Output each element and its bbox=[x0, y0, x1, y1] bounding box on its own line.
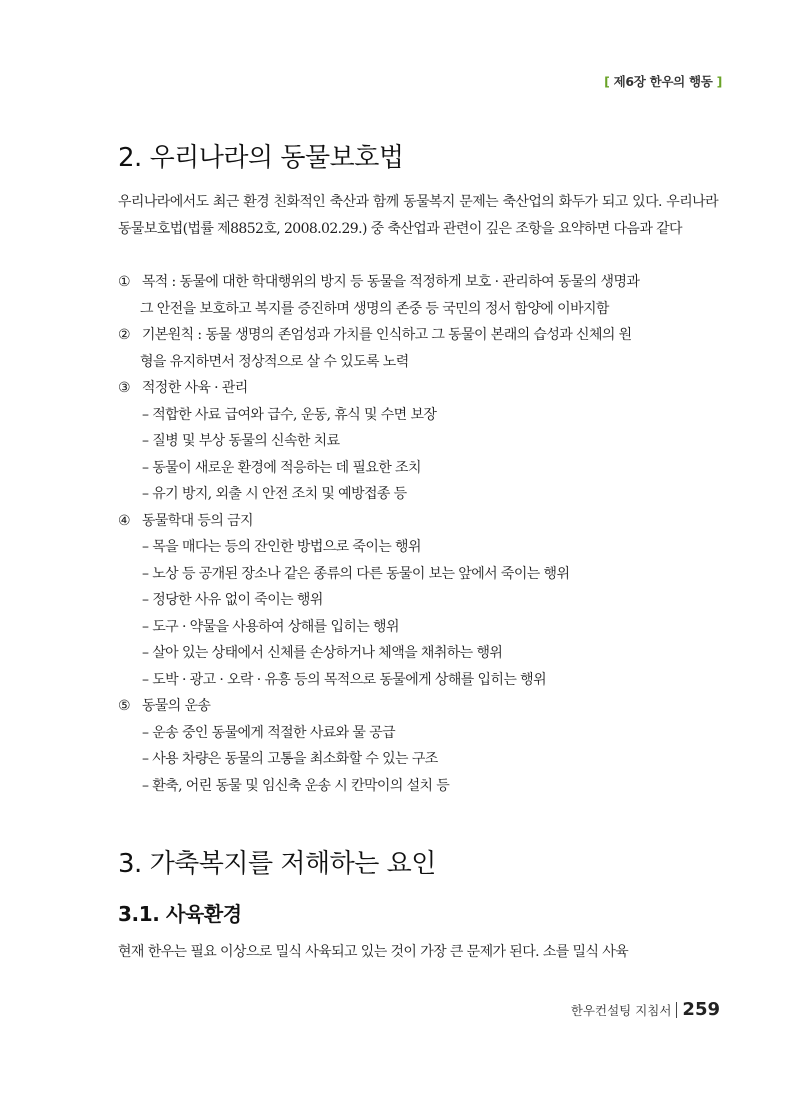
item-number: ① bbox=[118, 274, 130, 290]
sub-item: – 질병 및 부상 동물의 신속한 치료 bbox=[142, 433, 340, 449]
sub-item: – 유기 방지, 외출 시 안전 조치 및 예방접종 등 bbox=[142, 486, 407, 502]
item-title: 동물학대 등의 금지 bbox=[141, 512, 253, 529]
section-2-title: 2. 우리나라의 동물보호법 bbox=[118, 143, 404, 173]
law-summary-list bbox=[118, 269, 728, 799]
item-title: 적정한 사육 · 관리 bbox=[141, 380, 248, 396]
item-number: ③ bbox=[118, 380, 130, 396]
list-item bbox=[118, 508, 728, 535]
list-item bbox=[118, 693, 728, 720]
chapter-header bbox=[604, 72, 722, 90]
page-number: 259 bbox=[682, 999, 720, 1020]
sub-item: – 환축, 어린 동물 및 임신축 운송 시 칸막이의 설치 등 bbox=[142, 777, 450, 794]
sub-item: – 동물이 새로운 환경에 적응하는 데 필요한 조치 bbox=[142, 459, 421, 476]
item-continuation: 그 안전을 보호하고 복지를 증진하며 생명의 존중 등 국민의 정서 함양에 이바지함 bbox=[140, 300, 609, 317]
item-text: 기본원칙 : 동물 생명의 존엄성과 가치를 인식하고 그 동물이 본래의 습성과 신체의 원 bbox=[141, 327, 632, 343]
item-text: 목적 : 동물에 대한 학대행위의 방지 등 동물을 적정하게 보호 · 관리하여 동물의 생명과 bbox=[141, 274, 640, 290]
item-continuation: 형을 유지하면서 정상적으로 살 수 있도록 노력 bbox=[140, 353, 409, 370]
sub-item: – 운송 중인 동물에게 적절한 사료와 물 공급 bbox=[142, 724, 396, 741]
section-3-1-body: 현재 한우는 필요 이상으로 밀식 사육되고 있는 것이 가장 큰 문제가 된다. 소를 밀식 사육 bbox=[118, 944, 629, 960]
section-3-1-title: 3.1. 사육환경 bbox=[118, 902, 242, 926]
sub-item: – 목을 매다는 등의 잔인한 방법으로 죽이는 행위 bbox=[142, 539, 421, 555]
sub-item: – 노상 등 공개된 장소나 같은 종류의 다른 동물이 보는 앞에서 죽이는 행위 bbox=[142, 565, 570, 582]
footer-divider bbox=[676, 1002, 677, 1018]
list-item bbox=[118, 322, 728, 349]
list-item bbox=[118, 375, 728, 402]
sub-item: – 적합한 사료 급여와 급수, 운동, 휴식 및 수면 보장 bbox=[142, 406, 437, 423]
sub-item: – 정당한 사유 없이 죽이는 행위 bbox=[142, 592, 323, 608]
section-3-title: 3. 가축복지를 저해하는 요인 bbox=[118, 849, 436, 879]
bracket-open: [ bbox=[604, 74, 610, 89]
item-number: ④ bbox=[118, 512, 130, 529]
page-footer bbox=[571, 999, 720, 1020]
book-title: 한우컨설팅 지침서 bbox=[570, 1002, 672, 1018]
sub-item: – 도구 · 약물을 사용하여 상해를 입히는 행위 bbox=[142, 618, 399, 635]
section-2-intro: 우리나라에서도 최근 환경 친화적인 축산과 함께 동물복지 문제는 축산업의 화두가 되고 있다. 우리나라 동물보호법(법률 제8852호, 2008.02.29.) 중 축산업과 관련이 깊은 조항을 요약하면 다음과 같다 bbox=[118, 194, 718, 237]
sub-item: – 도박 · 광고 · 오락 · 유흥 등의 목적으로 동물에게 상해를 입히는 행위 bbox=[142, 671, 547, 688]
sub-item: – 사용 차량은 동물의 고통을 최소화할 수 있는 구조 bbox=[142, 751, 438, 767]
item-title: 동물의 운송 bbox=[141, 698, 211, 714]
item-number: ② bbox=[118, 327, 130, 343]
list-item bbox=[118, 269, 728, 296]
bracket-close: ] bbox=[716, 74, 722, 89]
chapter-title: 제6장 한우의 행동 bbox=[613, 74, 713, 89]
sub-item: – 살아 있는 상태에서 신체를 손상하거나 체액을 채취하는 행위 bbox=[142, 645, 503, 661]
item-number: ⑤ bbox=[118, 698, 130, 714]
